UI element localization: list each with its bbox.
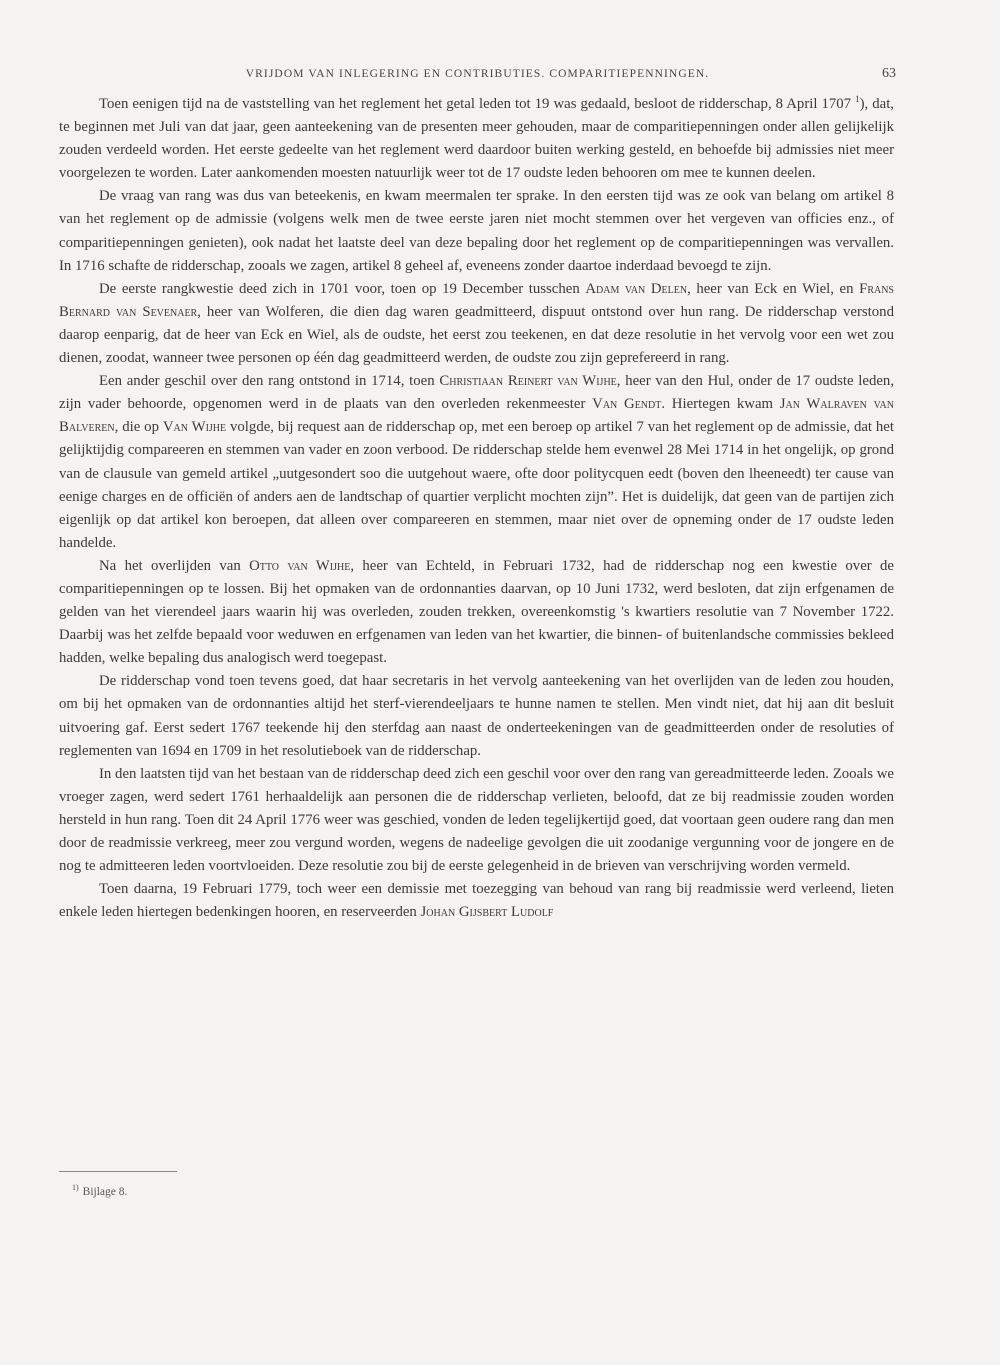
paragraph-text: volgde, bij request aan de ridderschap op, met een beroep op artikel 7 van het reglement op de admissie, dat het gelijktijdig compareeren en stemmen van vader en zoon verbood. De ridderschap stelde hem evenwel 28 Mei 1714 in het ongelijk, op grond van de clausule van gemeld artikel „uutgesondert soo die uutgehout waere, ofte door politycquen eedt (boven den lheeneedt) ter cause van eenige charges en de officiën of anders aen de landtschap of quartier verplicht mochten zijn”. Het is duidelijk, dat geen van de partijen zich eigenlijk op dat artikel kon beroepen, dat alleen over compareeren en stemmen, maar niet over de opneming onder de 17 oudste leden handelde. bbox=[59, 419, 894, 551]
footnote bbox=[72, 1183, 128, 1198]
footnote-text: Bijlage 8. bbox=[82, 1186, 128, 1198]
paragraph-text: Een ander geschil over den rang ontstond in 1714, toen bbox=[99, 373, 440, 390]
person-name: Otto van Wijhe bbox=[249, 557, 351, 574]
person-name: Jan Walraven van Balveren bbox=[59, 396, 894, 436]
footnote-divider bbox=[59, 1171, 177, 1172]
paragraph bbox=[59, 670, 894, 762]
footnote-mark: 1) bbox=[72, 1183, 79, 1193]
person-name: Frans Bernard van Sevenaer bbox=[59, 280, 894, 320]
person-name: Christiaan Reinert van Wijhe bbox=[439, 373, 617, 390]
paragraph-text: ), dat, te beginnen met Juli van dat jaar, geen aanteekening van de presenten meer gehouden, maar de comparitiepenningen onder allen gelijkelijk zouden verdeeld worden. Het eerste gedeelte van het reglement werd daardoor buiten werking gesteld, en behoefde bij admissies niet meer voorgelezen te worden. Later aankomenden moesten natuurlijk weer tot de 17 oudste leden behooren om mee te kunnen deelen. bbox=[59, 96, 895, 182]
person-name: Adam van Delen bbox=[585, 280, 688, 297]
paragraph-text: , heer van Wolferen, die dien dag waren geadmitteerd, dispuut ontstond over hun rang. De ridderschap verstond daarop eenparig, dat de heer van Eck en Wiel, als de oudste, het eerst zou teekenen, en dat deze resolutie in het vervolg voor een wet zou dienen, zoodat, wanneer twee personen op één dag geadmitteerd werden, de oudste zou zijn geprefereerd in rang. bbox=[59, 303, 894, 367]
footnote-reference: 1 bbox=[855, 94, 860, 105]
paragraph-text: Toen eenigen tijd na de vaststelling van het reglement het getal leden tot 19 was gedaald, besloot de ridderschap, 8 April 1707 bbox=[99, 96, 856, 112]
body-text bbox=[59, 93, 894, 924]
paragraph-text: , heer van Echteld, in Februari 1732, had de ridderschap nog een kwestie over de comparitiepenningen op te lossen. Bij het opmaken van de ordonnanties daarvan, op 10 Juni 1732, werd besloten, dat zijn erfgenamen de gelden van het vierendeel jaars waarin hij was overleden, zouden trekken, overeenkomstig 's kwartiers resolutie van 7 November 1722. Daarbij was het zelfde bepaald voor weduwen en erfgenamen van leden van het kwartier, die binnen- of buitenlandsche commissies bekleed hadden, welke bepaling dus analogisch werd toegepast. bbox=[59, 557, 895, 667]
paragraph-text: De eerste rangkwestie deed zich in 1701 voor, toen op 19 December tusschen bbox=[99, 280, 586, 297]
paragraph bbox=[59, 370, 894, 555]
paragraph bbox=[59, 555, 894, 670]
paragraph bbox=[59, 278, 894, 370]
paragraph bbox=[59, 763, 894, 878]
paragraph-text: Toen daarna, 19 Februari 1779, toch weer een demissie met toezegging van behoud van rang bij readmissie werd verleend, lieten enkele leden hiertegen bedenkingen hooren, en reserveerden bbox=[59, 881, 894, 921]
paragraph-text: De ridderschap vond toen tevens goed, dat haar secretaris in het vervolg aanteekening van het overlijden van de leden zou houden, om bij het opmaken van de ordonnanties altijd het sterf-vierendeeljaars te hunne namen te stellen. Men vindt niet, dat hij aan dit besluit uitvoering gaf. Eerst sedert 1767 teekende hij den sterfdag aan naast de onderteekeningen van de geadmitteerden onder de resoluties of reglementen van 1694 en 1709 in het resolutieboek van de ridderschap. bbox=[59, 673, 894, 759]
person-name: Van Wijhe bbox=[162, 419, 227, 436]
paragraph bbox=[59, 93, 894, 185]
page-number: 63 bbox=[882, 66, 896, 81]
paragraph-text: . Hiertegen kwam bbox=[661, 396, 780, 413]
paragraph-text: Na het overlijden van bbox=[99, 557, 250, 574]
paragraph-text: , heer van Eck en Wiel, en bbox=[687, 280, 860, 297]
running-header bbox=[59, 68, 896, 86]
person-name: Van Gendt bbox=[592, 396, 662, 413]
running-title: VRIJDOM VAN INLEGERING EN CONTRIBUTIES. COMPARITIEPENNINGEN. bbox=[245, 68, 710, 80]
paragraph bbox=[59, 878, 894, 924]
person-name: Johan Gijsbert Ludolf bbox=[420, 904, 554, 921]
paragraph bbox=[59, 185, 894, 277]
paragraph-text: , die op bbox=[114, 419, 163, 436]
paragraph-text: , heer van den Hul, onder de 17 oudste leden, zijn vader behoorde, opgenomen werd in de plaats van den overleden rekenmeester bbox=[59, 373, 895, 413]
paragraph-text: De vraag van rang was dus van beteekenis, en kwam meermalen ter sprake. In den eersten tijd was ze ook van belang om artikel 8 van het reglement op de admissie (volgens welk men de twee eerste jaren niet mocht stemmen over het vergeven van officies enz., of comparitiepenningen genieten), ook nadat het laatste deel van deze bepaling door het reglement op de comparitiepenningen was vervallen. In 1716 schafte de ridderschap, zooals we zagen, artikel 8 geheel af, eveneens zonder daartoe inderdaad bevoegd te zijn. bbox=[59, 188, 894, 274]
paragraph-text: In den laatsten tijd van het bestaan van de ridderschap deed zich een geschil voor over den rang van gereadmitteerde leden. Zooals we vroeger zagen, werd sedert 1761 herhaaldelijk aan personen die de ridderschap verlieten, beloofd, dat ze bij readmissie zouden worden hersteld in hun rang. Toen dit 24 April 1776 weer was geschied, vonden de leden tegelijkertijd goed, dat voortaan geen oudere rang dan men door de readmissie verkreeg, meer zou vergund worden, wegens de nadeelige gevolgen die uit zoodanige vergunning voor de jongere en de nog te admitteeren leden voortvloeiden. Deze resolutie zou bij de eerste gelegenheid in de brieven van verschrijving worden vermeld. bbox=[59, 765, 894, 875]
